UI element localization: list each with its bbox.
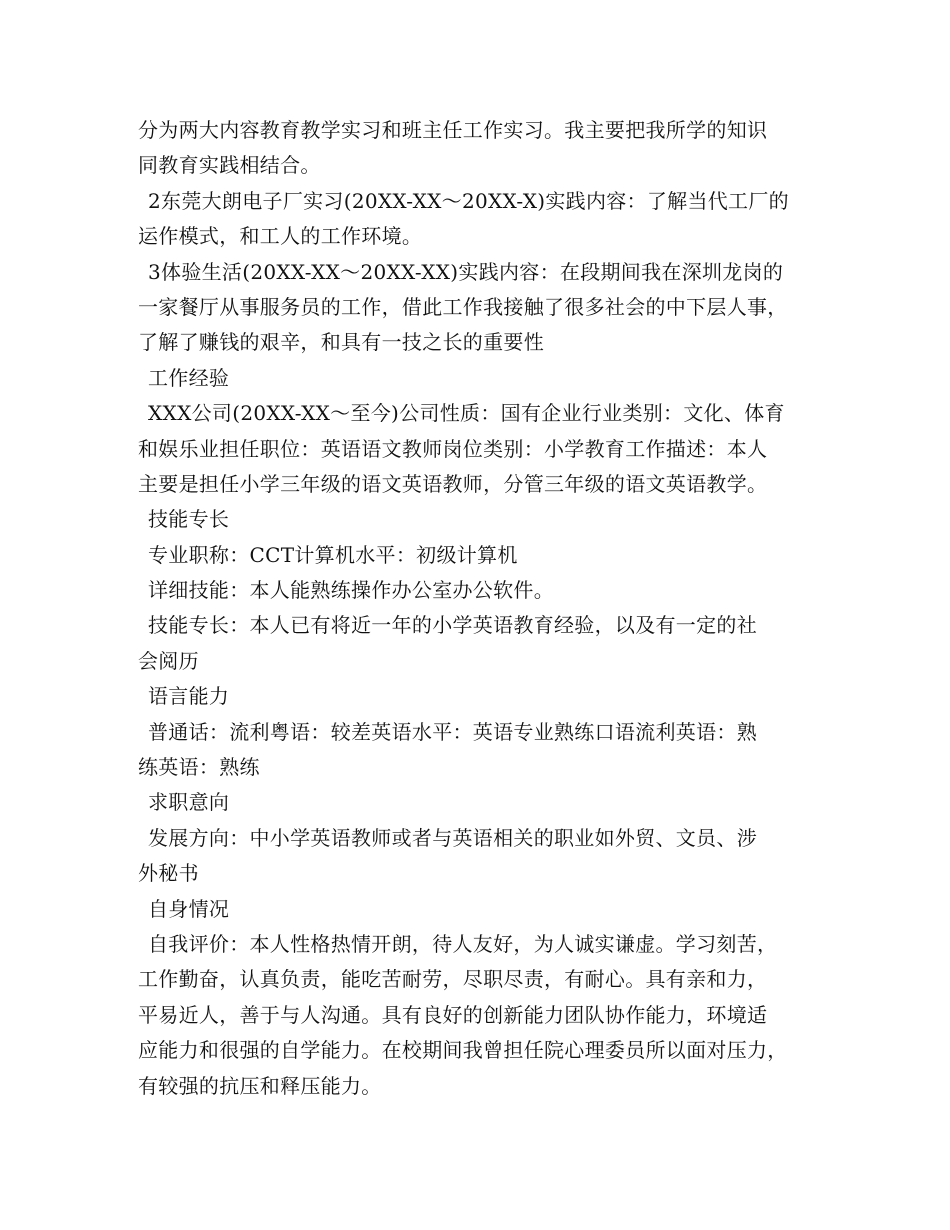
section-heading: 自身情况 [148, 896, 230, 921]
text-line: 有较强的抗压和释压能力。 [138, 1073, 382, 1098]
section-heading: 语言能力 [148, 684, 230, 709]
text-line: 自我评价：本人性格热情开朗，待人友好，为人诚实谦虚。学习刻苦， [148, 931, 778, 956]
text-line: 和娱乐业担任职位：英语语文教师岗位类别：小学教育工作描述：本人 [138, 436, 768, 461]
text-line: 主要是担任小学三年级的语文英语教师，分管三年级的语文英语教学。 [138, 471, 768, 496]
text-line: 平易近人，善于与人沟通。具有良好的创新能力团队协作能力，环境适 [138, 1002, 768, 1027]
text-line: 了解了赚钱的艰辛，和具有一技之长的重要性 [138, 330, 544, 355]
text-line: 普通话：流利粤语：较差英语水平：英语专业熟练口语流利英语：熟 [148, 719, 757, 744]
text-line: 2东莞大朗电子厂实习(20XX-XX～20XX-X)实践内容：了解当代工厂的 [148, 188, 789, 213]
section-heading: 求职意向 [148, 790, 230, 815]
text-line: 技能专长：本人已有将近一年的小学英语教育经验，以及有一定的社 [148, 613, 757, 638]
text-line: 应能力和很强的自学能力。在校期间我曾担任院心理委员所以面对压力， [138, 1038, 788, 1063]
text-line: 3体验生活(20XX-XX～20XX-XX)实践内容：在段期间我在深圳龙岗的 [148, 259, 784, 284]
text-line: 专业职称：CCT计算机水平：初级计算机 [148, 542, 518, 567]
text-line: 外秘书 [138, 861, 199, 886]
text-line: XXX公司(20XX-XX～至今)公司性质：国有企业行业类别：文化、体育 [148, 401, 785, 426]
text-line: 会阅历 [138, 648, 199, 673]
document-body [138, 113, 818, 1104]
text-line: 运作模式，和工人的工作环境。 [138, 224, 423, 249]
text-line: 练英语：熟练 [138, 755, 260, 780]
text-line: 一家餐厅从事服务员的工作，借此工作我接触了很多社会的中下层人事， [138, 294, 788, 319]
section-heading: 技能专长 [148, 507, 230, 532]
text-line: 发展方向：中小学英语教师或者与英语相关的职业如外贸、文员、涉 [148, 825, 757, 850]
text-line: 详细技能：本人能熟练操作办公室办公软件。 [148, 578, 554, 603]
text-line: 同教育实践相结合。 [138, 153, 321, 178]
section-heading: 工作经验 [148, 365, 230, 390]
text-line: 工作勤奋，认真负责，能吃苦耐劳，尽职尽责，有耐心。具有亲和力， [138, 967, 768, 992]
text-line: 分为两大内容教育教学实习和班主任工作实习。我主要把我所学的知识 [138, 118, 768, 142]
